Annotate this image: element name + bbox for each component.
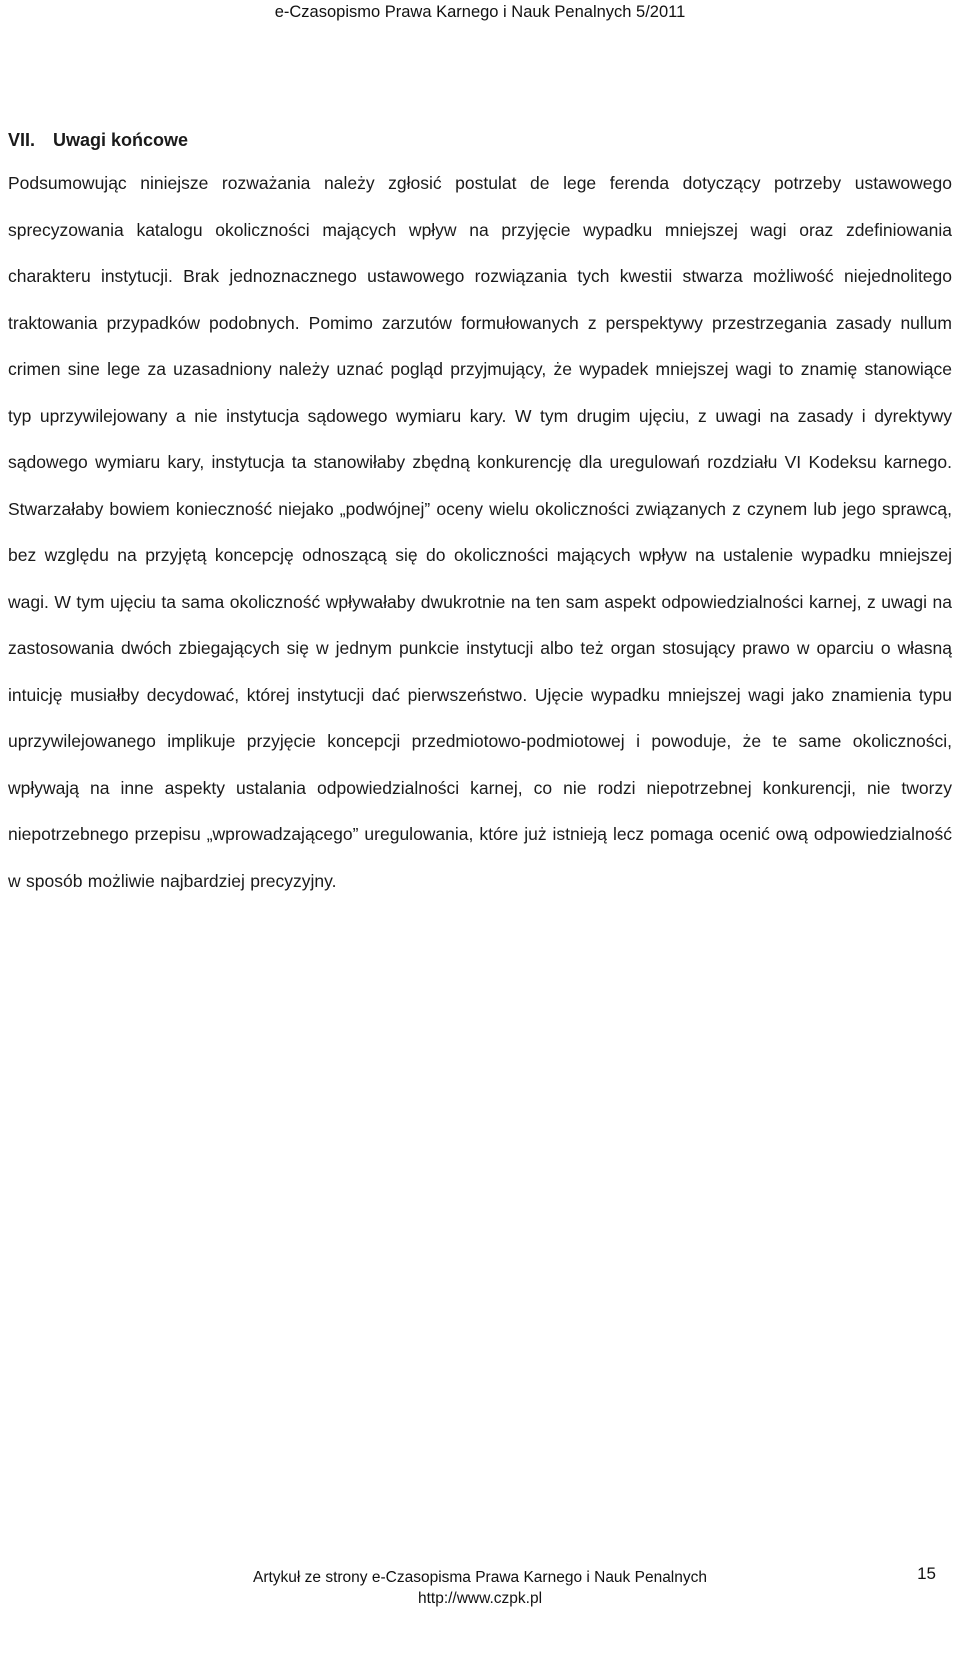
section-number: VII. [8,130,36,150]
body-paragraph: Podsumowując niniejsze rozważania należy zgłosić postulat de lege ferenda dotyczący potrzeby ustawowego sprecyzowania katalogu okoliczności mających wpływ na przyjęcie wypadku mniejszej wagi oraz zdefiniowania charakteru instytucji. Brak jednoznacznego ustawowego rozwiązania tych kwestii stwarza możliwość niejednolitego traktowania przypadków podobnych. Pomimo zarzutów formułowanych z perspektywy przestrzegania zasady nullum crimen sine lege za uzasadniony należy uznać pogląd przyjmujący, że wypadek mniejszej wagi to znamię stanowiące typ uprzywilejowany a nie instytucja sądowego wymiaru kary. W tym drugim ujęciu, z uwagi na zasady i dyrektywy sądowego wymiaru kary, instytucja ta stanowiłaby zbędną konkurencję dla uregulowań rozdziału VI Kodeksu karnego. Stwarzałaby bowiem konieczność niejako „podwójnej” oceny wielu okoliczności związanych z czynem lub jego sprawcą, bez względu na przyjętą koncepcję odnoszącą się do okoliczności mających wpływ na ustalenie wypadku mniejszej wagi. W tym ujęciu ta sama okoliczność wpływałaby dwukrotnie na ten sam aspekt odpowiedzialności karnej, z uwagi na zastosowania dwóch zbiegających się w jednym punkcie instytucji albo też organ stosujący prawo w oparciu o własną intuicję musiałby decydować, której instytucji dać pierwszeństwo. Ujęcie wypadku mniejszej wagi jako znamienia typu uprzywilejowanego implikuje przyjęcie koncepcji przedmiotowo-podmiotowej i powoduje, że te same okoliczności, wpływają na inne aspekty ustalania odpowiedzialności karnej, co nie rodzi niepotrzebnej konkurencji, nie tworzy niepotrzebnego przepisu „wprowadzającego” uregulowania, które już istnieją lecz pomaga ocenić ową odpowiedzialność w sposób możliwie najbardziej precyzyjny. [8,173,952,891]
section-heading [8,120,952,160]
footer-url[interactable]: http://www.czpk.pl [417,1590,543,1607]
footer-source: Artykuł ze strony e-Czasopisma Prawa Karnego i Nauk Penalnych [252,1569,707,1586]
running-header: e-Czasopismo Prawa Karnego i Nauk Penalnych 5/2011 [274,3,686,21]
section-title: Uwagi końcowe [53,130,189,150]
page-number: 15 [917,1564,936,1583]
article-body [8,120,952,904]
